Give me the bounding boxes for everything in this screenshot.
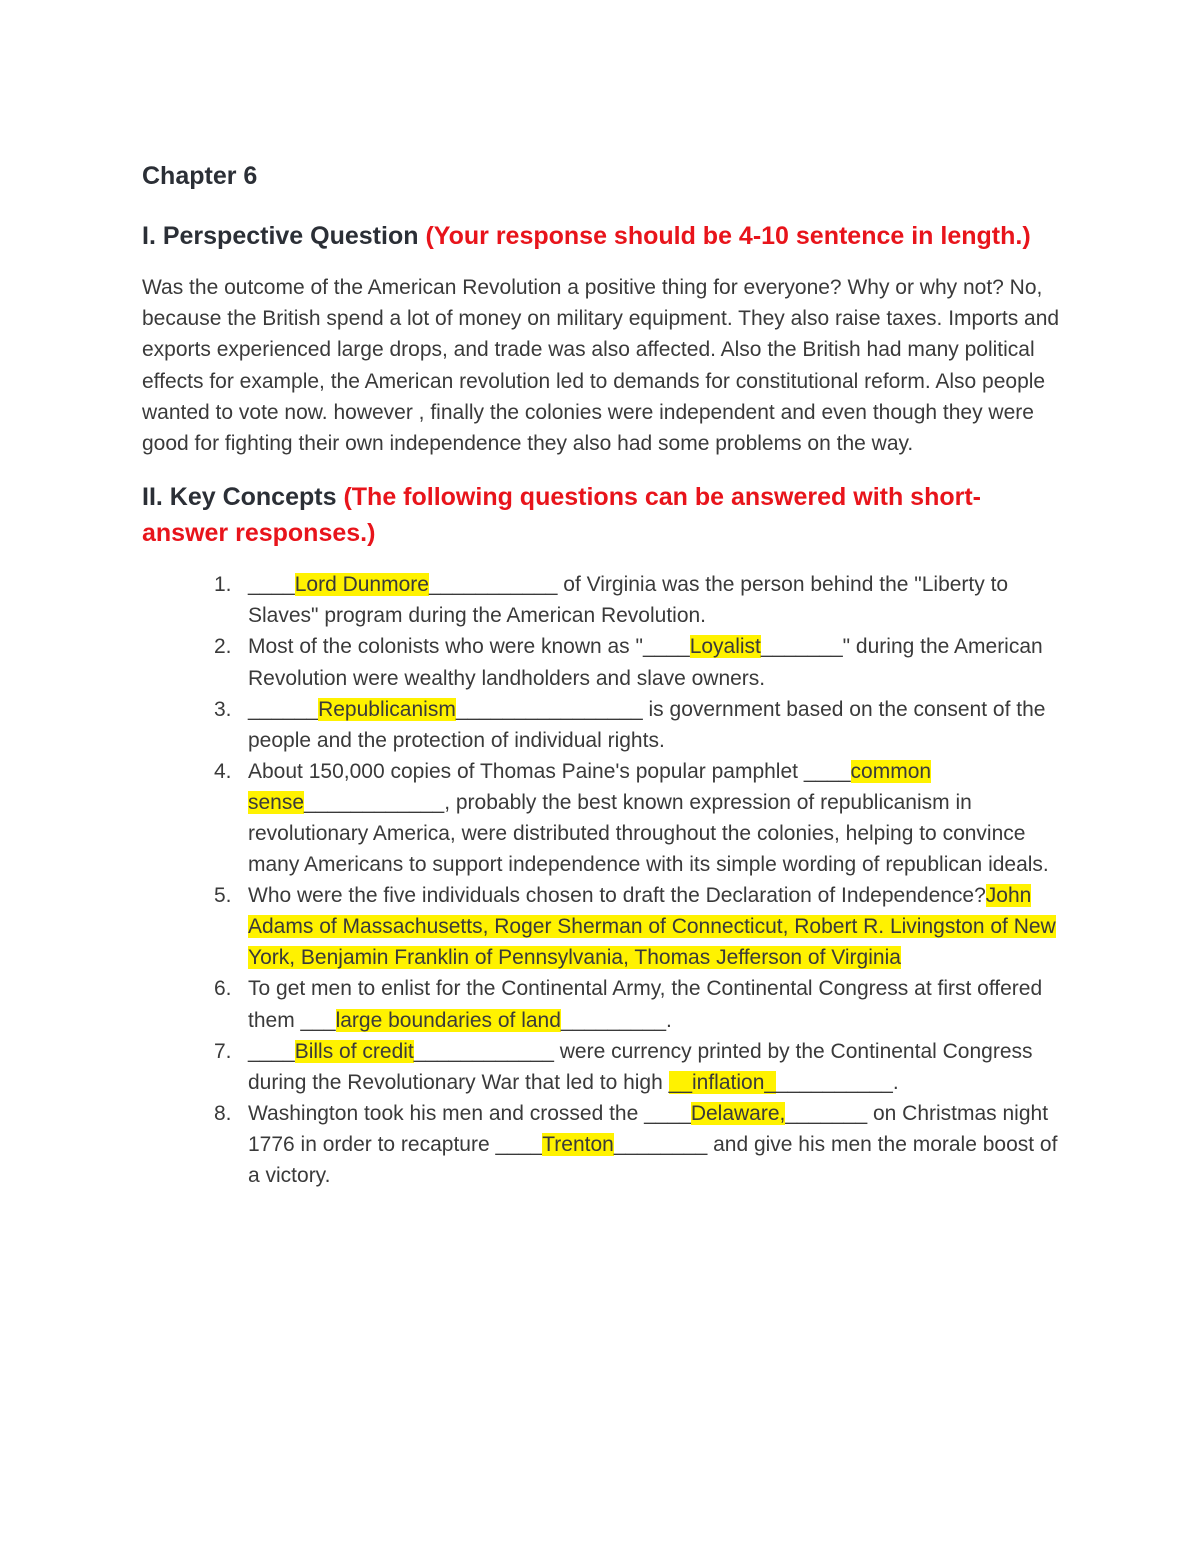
perspective-answer: Was the outcome of the American Revolution a positive thing for everyone? Why or why not? No, because the British spend a lot of money on military equipment. They also raise taxes. Imports and exports experienced large drops, and trade was also affected. Also the British had many political effects for example, the American revolution led to demands for constitutional reform. Also people wanted to vote now. however , finally the colonies were independent and even though they were good for fighting their own independence they also had some problems on the way.	[142, 276, 1060, 456]
question-text: Washington took his men and crossed the ____	[248, 1101, 691, 1125]
question-text: Who were the five individuals chosen to draft the Declaration of Independence?	[248, 884, 986, 908]
item-number: 4.	[214, 759, 232, 783]
highlighted-answer: John Adams of Massachusetts, Roger Sherman of Connecticut, Robert R. Livingston of New York, Benjamin Franklin of Pennsylvania, Thomas Jefferson of Virginia	[248, 884, 1056, 970]
question-text: _________.	[560, 1008, 672, 1032]
item-number: 5.	[214, 884, 232, 908]
document-page	[142, 158, 1062, 1191]
question-text: ____________ were currency printed by the Continental Congress during the Revolutionary War that led to high	[248, 1039, 1033, 1094]
question-text: _______" during the American Revolution were wealthy landholders and slave owners.	[248, 635, 1043, 690]
question-text: To get men to enlist for the Continental Army, the Continental Congress at first offered them ___	[248, 977, 1043, 1032]
question-text: ________________ is government based on the consent of the people and the protection of individual rights.	[248, 697, 1046, 752]
key-concepts-list	[142, 569, 1062, 1191]
list-item	[214, 880, 1062, 973]
highlighted-answer: Lord Dunmore	[294, 573, 429, 597]
question-text: ____________, probably the best known expression of republicanism in revolutionary America, were distributed throughout the colonies, helping to convince many Americans to support independence with its simple wording of republican ideals.	[248, 790, 1049, 877]
question-text: ____	[248, 1039, 295, 1063]
highlighted-answer: Republicanism	[318, 697, 456, 721]
highlighted-answer: Loyalist	[689, 635, 761, 659]
section-one-title: I. Perspective Question	[142, 222, 419, 250]
highlighted-answer: Delaware,	[690, 1101, 786, 1125]
highlighted-answer: __inflation_	[668, 1070, 777, 1094]
item-number: 1.	[214, 573, 232, 597]
item-number: 6.	[214, 977, 232, 1001]
list-item	[214, 694, 1062, 756]
question-text: ___________ of Virginia was the person behind the "Liberty to Slaves" program during the American Revolution.	[248, 573, 1009, 628]
item-number: 2.	[214, 635, 232, 659]
section-one-heading	[142, 218, 1062, 254]
list-item	[214, 756, 1062, 880]
highlighted-answer: large boundaries of land	[335, 1008, 561, 1032]
highlighted-answer: Trenton	[542, 1132, 614, 1156]
question-text: __________.	[776, 1070, 899, 1094]
list-item	[214, 1098, 1062, 1191]
list-item	[214, 631, 1062, 693]
list-item	[214, 569, 1062, 631]
chapter-title: Chapter 6	[142, 162, 258, 190]
item-number: 8.	[214, 1101, 232, 1125]
question-text: ______	[248, 697, 319, 721]
question-text: ________ and give his men the morale boost of a victory.	[248, 1132, 1058, 1187]
question-text: Most of the colonists who were known as "____	[248, 635, 690, 659]
section-two-note: (The following questions can be answered with short-answer responses.)	[142, 483, 982, 548]
highlighted-answer: Bills of credit	[294, 1039, 414, 1063]
item-number: 3.	[214, 697, 232, 721]
item-number: 7.	[214, 1039, 232, 1063]
list-item	[214, 1036, 1062, 1098]
highlighted-answer: common sense	[248, 759, 932, 814]
list-item	[214, 973, 1062, 1035]
section-one-note: (Your response should be 4-10 sentence in length.)	[425, 222, 1031, 250]
question-text: _______ on Christmas night 1776 in order to recapture ____	[248, 1101, 1049, 1156]
section-two-heading	[142, 479, 1062, 551]
section-two-title: II. Key Concepts	[142, 483, 337, 512]
question-text: ____	[248, 573, 295, 597]
question-text: About 150,000 copies of Thomas Paine's popular pamphlet ____	[248, 759, 851, 783]
